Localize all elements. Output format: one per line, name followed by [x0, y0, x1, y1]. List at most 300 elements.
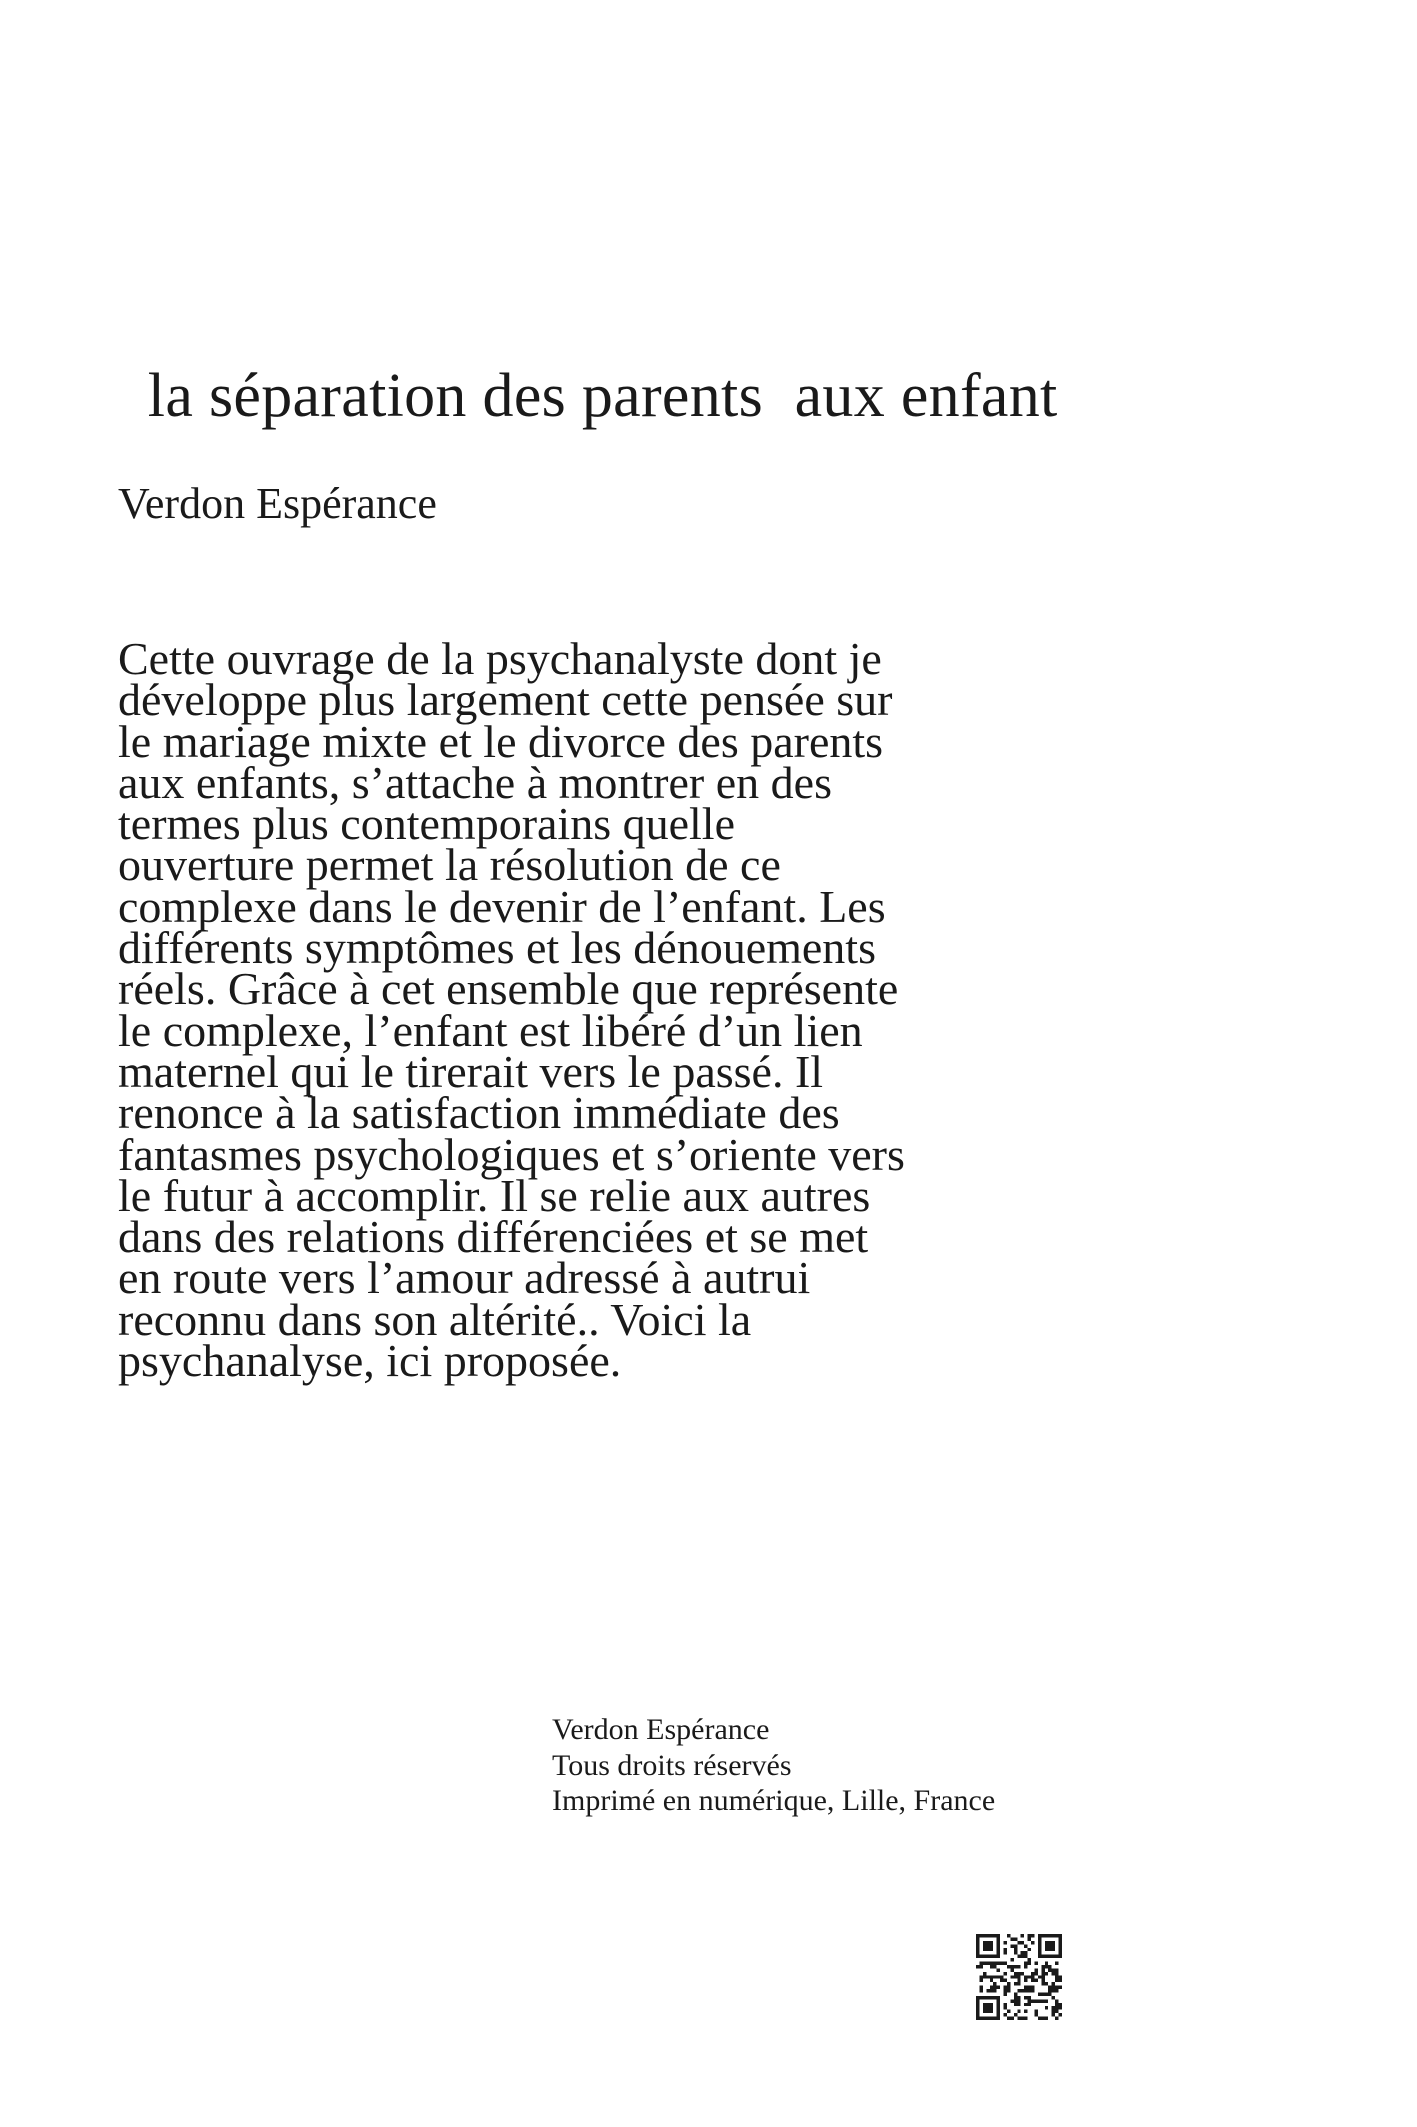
blurb-line: le futur à accomplir. Il se relie aux autres: [118, 1169, 871, 1221]
qr-module: [1041, 2017, 1044, 2020]
qr-module: [990, 1944, 993, 1947]
qr-module: [993, 1996, 996, 1999]
qr-module: [1010, 1968, 1013, 1971]
qr-module: [1041, 1992, 1044, 1995]
qr-module: [1031, 1975, 1034, 1978]
qr-module: [1052, 1955, 1055, 1958]
qr-module: [1052, 1934, 1055, 1937]
qr-module: [1000, 1979, 1003, 1982]
qr-module: [983, 2010, 986, 2013]
qr-module: [1017, 2010, 1020, 2013]
qr-module: [1024, 2017, 1027, 2020]
qr-module: [1004, 2006, 1007, 2009]
qr-module: [1034, 1999, 1037, 2002]
qr-module: [1004, 1979, 1007, 1982]
qr-module: [979, 1979, 982, 1982]
qr-module: [1055, 2017, 1058, 2020]
qr-module: [1007, 1986, 1010, 1989]
qr-module: [1014, 1999, 1017, 2002]
qr-module: [976, 1934, 979, 1937]
qr-module: [1028, 1958, 1031, 1961]
qr-module: [1041, 1968, 1044, 1971]
qr-module: [986, 1955, 989, 1958]
qr-module: [993, 2017, 996, 2020]
qr-module: [993, 1982, 996, 1985]
qr-module: [1055, 1989, 1058, 1992]
qr-module: [1031, 1934, 1034, 1937]
qr-module: [976, 1965, 979, 1968]
qr-module: [1004, 1989, 1007, 1992]
qr-module: [1052, 2010, 1055, 2013]
blurb-line: réels. Grâce à cet ensemble que représente: [118, 963, 899, 1015]
qr-module: [1028, 1934, 1031, 1937]
qr-module: [997, 2003, 1000, 2006]
qr-module: [976, 2013, 979, 2016]
qr-module: [990, 2017, 993, 2020]
qr-module: [976, 1951, 979, 1954]
qr-module: [1059, 2006, 1062, 2009]
qr-module: [986, 1941, 989, 1944]
qr-module: [1004, 1962, 1007, 1965]
qr-module: [1014, 1951, 1017, 1954]
qr-module: [1014, 1948, 1017, 1951]
qr-module: [1004, 1972, 1007, 1975]
qr-module: [1017, 1999, 1020, 2002]
book-blurb: [118, 633, 1058, 1387]
qr-module: [1017, 1979, 1020, 1982]
qr-module: [1017, 2017, 1020, 2020]
qr-module: [1034, 2013, 1037, 2016]
qr-module: [997, 1937, 1000, 1940]
qr-module: [1048, 1986, 1051, 1989]
blurb-line: en route vers l’amour adressé à autrui: [118, 1252, 811, 1304]
qr-module: [1055, 1972, 1058, 1975]
qr-module: [1059, 1986, 1062, 1989]
qr-module: [986, 2010, 989, 2013]
qr-module: [1017, 2003, 1020, 2006]
qr-module: [1014, 1972, 1017, 1975]
qr-module: [1038, 1975, 1041, 1978]
qr-module: [1041, 1934, 1044, 1937]
qr-module: [990, 1989, 993, 1992]
qr-module: [990, 1941, 993, 1944]
qr-module: [976, 2006, 979, 2009]
qr-module: [1059, 1948, 1062, 1951]
qr-module: [1021, 1989, 1024, 1992]
colophon-author: Verdon Espérance: [552, 1713, 770, 1746]
qr-module: [1038, 1951, 1041, 1954]
qr-module: [1000, 1975, 1003, 1978]
qr-module: [983, 1962, 986, 1965]
qr-module: [1024, 1965, 1027, 1968]
blurb-line: développe plus largement cette pensée sur: [118, 674, 893, 726]
qr-module: [1048, 1968, 1051, 1971]
qr-module: [990, 1962, 993, 1965]
qr-module: [1041, 1972, 1044, 1975]
qr-module: [1048, 1992, 1051, 1995]
qr-module: [1014, 2003, 1017, 2006]
qr-module: [979, 1986, 982, 1989]
qr-module: [1024, 1979, 1027, 1982]
qr-module: [1000, 1962, 1003, 1965]
qr-module: [976, 1941, 979, 1944]
qr-module: [1052, 1948, 1055, 1951]
qr-module: [1055, 1962, 1058, 1965]
qr-module: [1021, 1934, 1024, 1937]
qr-module: [1052, 2013, 1055, 2016]
qr-module: [986, 1948, 989, 1951]
qr-module: [1007, 2017, 1010, 2020]
qr-module: [1021, 1972, 1024, 1975]
qr-module: [1055, 2006, 1058, 2009]
qr-module: [1004, 1941, 1007, 1944]
qr-module: [1010, 1965, 1013, 1968]
qr-module: [1014, 1982, 1017, 1985]
qr-module: [1048, 1941, 1051, 1944]
qr-module: [1010, 1944, 1013, 1947]
qr-module: [1059, 1937, 1062, 1940]
qr-module: [983, 2006, 986, 2009]
qr-module: [993, 1975, 996, 1978]
qr-module: [1010, 1975, 1013, 1978]
qr-module: [1024, 2003, 1027, 2006]
qr-module: [990, 2010, 993, 2013]
qr-module: [997, 1944, 1000, 1947]
qr-module: [983, 1934, 986, 1937]
qr-module: [1059, 1979, 1062, 1982]
qr-module: [1004, 2013, 1007, 2016]
qr-module: [1028, 1986, 1031, 1989]
qr-module: [1024, 1962, 1027, 1965]
qr-module: [1059, 1951, 1062, 1954]
qr-module: [993, 1986, 996, 1989]
qr-module: [1014, 2013, 1017, 2016]
qr-module: [997, 2017, 1000, 2020]
qr-module: [997, 1951, 1000, 1954]
qr-module: [1059, 2013, 1062, 2016]
qr-module: [1055, 1975, 1058, 1978]
qr-module: [997, 1975, 1000, 1978]
blurb-line: complexe dans le devenir de l’enfant. Les: [118, 880, 886, 932]
qr-module: [1041, 1975, 1044, 1978]
blurb-line: psychanalyse, ici proposée.: [118, 1335, 622, 1387]
qr-module: [983, 1948, 986, 1951]
qr-module: [997, 1999, 1000, 2002]
qr-module: [990, 2006, 993, 2009]
qr-module: [976, 2010, 979, 2013]
qr-module: [1041, 1965, 1044, 1968]
qr-module: [1048, 1955, 1051, 1958]
qr-module: [1024, 1989, 1027, 1992]
qr-module: [990, 1955, 993, 1958]
qr-module: [983, 1975, 986, 1978]
qr-module: [1007, 1934, 1010, 1937]
qr-module: [1041, 1999, 1044, 2002]
qr-module: [1045, 1982, 1048, 1985]
qr-module: [1045, 1948, 1048, 1951]
qr-module: [1045, 1962, 1048, 1965]
qr-module: [1021, 2017, 1024, 2020]
qr-module: [1031, 1989, 1034, 1992]
qr-module: [1045, 1941, 1048, 1944]
qr-module: [1055, 1986, 1058, 1989]
qr-module: [1041, 1955, 1044, 1958]
qr-module: [986, 1989, 989, 1992]
qr-module: [1052, 1941, 1055, 1944]
qr-module: [1014, 1975, 1017, 1978]
qr-module: [986, 1944, 989, 1947]
qr-module: [1038, 1937, 1041, 1940]
qr-module: [986, 1975, 989, 1978]
qr-module: [1017, 1972, 1020, 1975]
blurb-line: maternel qui le tirerait vers le passé. Il: [118, 1045, 824, 1097]
qr-module: [1059, 1975, 1062, 1978]
qr-module: [1031, 1979, 1034, 1982]
qr-module: [993, 1962, 996, 1965]
qr-module: [1055, 1999, 1058, 2002]
qr-module: [1055, 1979, 1058, 1982]
qr-module: [979, 1989, 982, 1992]
qr-module: [976, 1996, 979, 1999]
qr-module: [1004, 2003, 1007, 2006]
qr-module: [1045, 1999, 1048, 2002]
blurb-line: le mariage mixte et le divorce des parents: [118, 715, 884, 767]
qr-module: [1034, 1979, 1037, 1982]
qr-module: [997, 1962, 1000, 1965]
qr-module: [979, 1962, 982, 1965]
qr-module: [1031, 1999, 1034, 2002]
qr-module: [983, 2017, 986, 2020]
qr-module: [990, 1996, 993, 1999]
qr-module: [1052, 1989, 1055, 1992]
qr-module: [990, 1975, 993, 1978]
qr-module: [986, 1962, 989, 1965]
qr-module: [1017, 1975, 1020, 1978]
qr-module: [979, 2017, 982, 2020]
qr-module: [976, 2003, 979, 2006]
qr-module: [993, 1955, 996, 1958]
qr-module: [986, 2006, 989, 2009]
qr-module: [1028, 1975, 1031, 1978]
qr-module: [1007, 1982, 1010, 1985]
qr-module: [1004, 1951, 1007, 1954]
qr-module: [993, 1934, 996, 1937]
qr-module: [1038, 1999, 1041, 2002]
qr-module: [997, 1986, 1000, 1989]
qr-module: [1045, 1965, 1048, 1968]
qr-module: [997, 1934, 1000, 1937]
qr-module: [1014, 1937, 1017, 1940]
qr-module: [1024, 2010, 1027, 2013]
qr-module: [1024, 1944, 1027, 1947]
blurb-line: aux enfants, s’attache à montrer en des: [118, 756, 832, 808]
blurb-line: termes plus contemporains quelle: [118, 798, 736, 850]
qr-module: [1017, 1941, 1020, 1944]
qr-module: [1028, 1937, 1031, 1940]
qr-module: [1038, 1941, 1041, 1944]
qr-module: [1021, 1941, 1024, 1944]
qr-module: [1004, 1986, 1007, 1989]
qr-module: [1024, 1955, 1027, 1958]
qr-module: [997, 2010, 1000, 2013]
qr-module: [1052, 2006, 1055, 2009]
blurb-line: Cette ouvrage de la psychanalyste dont je: [118, 633, 882, 684]
qr-module: [983, 1972, 986, 1975]
qr-module: [1034, 1972, 1037, 1975]
blurb-line: ouverture permet la résolution de ce: [118, 839, 781, 891]
qr-module: [990, 1934, 993, 1937]
blurb-line: fantasmes psychologiques et s’oriente vers: [118, 1128, 905, 1180]
qr-module: [986, 1934, 989, 1937]
qr-module: [990, 2003, 993, 2006]
qr-module: [1041, 1979, 1044, 1982]
qr-module: [997, 1955, 1000, 1958]
qr-module: [976, 1948, 979, 1951]
qr-module: [1048, 1989, 1051, 1992]
qr-module: [997, 1996, 1000, 1999]
qr-module: [983, 1955, 986, 1958]
qr-module: [1004, 1992, 1007, 1995]
book-author: Verdon Espérance: [118, 479, 437, 528]
qr-module: [1017, 1996, 1020, 1999]
qr-module: [1045, 2017, 1048, 2020]
qr-module: [1045, 1972, 1048, 1975]
qr-module: [1010, 1958, 1013, 1961]
qr-module: [1052, 1996, 1055, 1999]
qr-module: [1010, 2017, 1013, 2020]
qr-module: [1028, 2003, 1031, 2006]
qr-module: [990, 1986, 993, 1989]
qr-module: [1034, 2010, 1037, 2013]
blurb-line: différents symptômes et les dénouements: [118, 922, 876, 974]
qr-module: [1048, 1934, 1051, 1937]
blurb-line: dans des relations différenciées et se met: [118, 1211, 869, 1263]
qr-module: [1055, 1934, 1058, 1937]
qr-module: [1028, 1996, 1031, 1999]
qr-module: [1014, 1992, 1017, 1995]
qr-module: [1048, 1948, 1051, 1951]
qr-module: [1028, 1989, 1031, 1992]
qr-module: [1031, 1941, 1034, 1944]
qr-module: [1014, 1996, 1017, 1999]
qr-module: [979, 1975, 982, 1978]
qr-module: [990, 1948, 993, 1951]
colophon-rights: Tous droits réservés: [552, 1748, 792, 1782]
qr-module: [983, 1996, 986, 1999]
qr-module: [1034, 1962, 1037, 1965]
qr-module: [1045, 1992, 1048, 1995]
blurb-line: renonce à la satisfaction immédiate des: [118, 1087, 840, 1139]
qr-module: [1017, 1982, 1020, 1985]
colophon: [552, 1712, 995, 1819]
qr-module: [1048, 1944, 1051, 1947]
qr-module: [1045, 1955, 1048, 1958]
qr-module: [1024, 1996, 1027, 1999]
qr-module: [979, 1996, 982, 1999]
qr-module: [1031, 1986, 1034, 1989]
qr-code-icon: [976, 1934, 1062, 2020]
qr-module: [983, 2003, 986, 2006]
qr-module: [997, 1941, 1000, 1944]
qr-module: [997, 1968, 1000, 1971]
qr-module: [1059, 1955, 1062, 1958]
qr-module: [997, 1948, 1000, 1951]
qr-module: [976, 2017, 979, 2020]
qr-module: [983, 1944, 986, 1947]
qr-module: [1052, 1986, 1055, 1989]
qr-module: [1024, 1975, 1027, 1978]
qr-module: [1007, 2010, 1010, 2013]
qr-module: [1024, 1951, 1027, 1954]
qr-module: [1034, 1968, 1037, 1971]
blurb-line: reconnu dans son altérité.. Voici la: [118, 1293, 752, 1345]
qr-module: [986, 2017, 989, 2020]
qr-module: [1045, 2006, 1048, 2009]
qr-module: [1024, 1986, 1027, 1989]
qr-module: [1038, 1934, 1041, 1937]
qr-module: [1048, 1965, 1051, 1968]
qr-module: [1055, 1968, 1058, 1971]
qr-module: [1041, 1982, 1044, 1985]
qr-module: [1028, 1999, 1031, 2002]
qr-module: [1059, 1944, 1062, 1947]
qr-module: [1052, 1968, 1055, 1971]
qr-module: [976, 1955, 979, 1958]
qr-module: [1028, 1948, 1031, 1951]
qr-module: [1055, 2003, 1058, 2006]
qr-module: [990, 1965, 993, 1968]
qr-module: [1017, 1965, 1020, 1968]
qr-module: [1059, 1934, 1062, 1937]
book-title: la séparation des parents aux enfant: [132, 362, 1058, 430]
qr-module: [1059, 1941, 1062, 1944]
qr-module: [1045, 1944, 1048, 1947]
qr-module: [979, 1965, 982, 1968]
qr-module: [986, 2003, 989, 2006]
qr-module: [1004, 1948, 1007, 1951]
qr-module: [1045, 1934, 1048, 1937]
qr-module: [1014, 1965, 1017, 1968]
qr-module: [979, 1955, 982, 1958]
qr-module: [1052, 1972, 1055, 1975]
qr-module: [1055, 1955, 1058, 1958]
qr-module: [1021, 1951, 1024, 1954]
qr-module: [1014, 1944, 1017, 1947]
qr-module: [1010, 1937, 1013, 1940]
qr-module: [1038, 1992, 1041, 1995]
qr-module: [1007, 1965, 1010, 1968]
qr-module: [1055, 2010, 1058, 2013]
qr-module: [976, 1944, 979, 1947]
qr-module: [1038, 2017, 1041, 2020]
qr-module: [1038, 1944, 1041, 1947]
qr-module: [1028, 1962, 1031, 1965]
qr-module: [1052, 1944, 1055, 1947]
qr-module: [1010, 1999, 1013, 2002]
qr-module: [1021, 1955, 1024, 1958]
qr-module: [1038, 1948, 1041, 1951]
qr-module: [979, 1934, 982, 1937]
qr-module: [997, 2013, 1000, 2016]
qr-module: [976, 1999, 979, 2002]
blurb-line: le complexe, l’enfant est libéré d’un lien: [118, 1004, 863, 1056]
qr-module: [986, 1996, 989, 1999]
qr-module: [1017, 1955, 1020, 1958]
qr-module: [993, 1965, 996, 1968]
qr-module: [997, 2006, 1000, 2009]
qr-module: [993, 1989, 996, 1992]
colophon-printing: Imprimé en numérique, Lille, France: [552, 1784, 996, 1817]
